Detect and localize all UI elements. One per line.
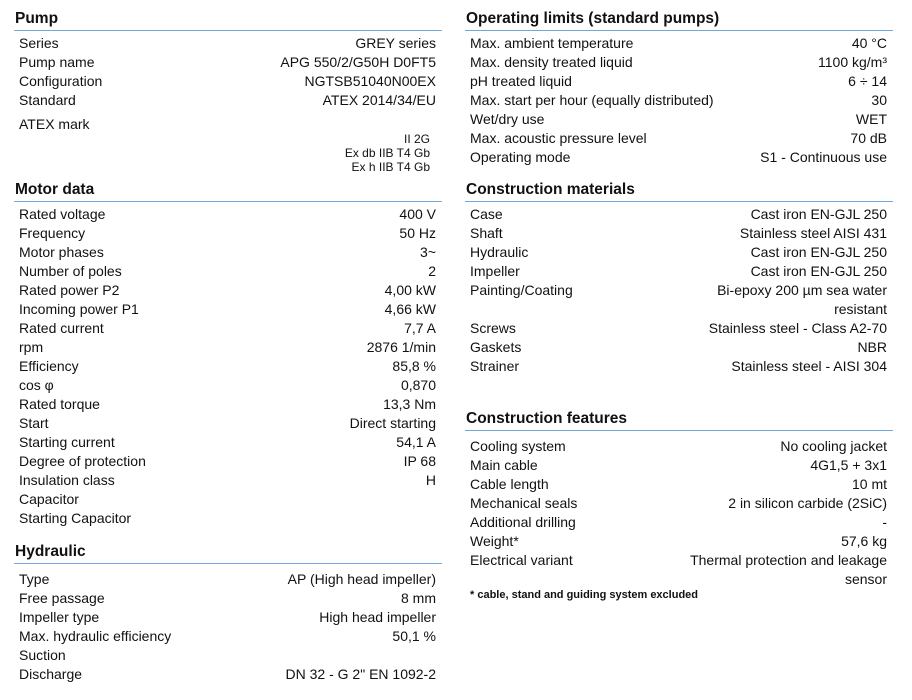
materials-row	[465, 338, 893, 357]
hydraulic-row-value: AP (High head impeller)	[287, 571, 436, 587]
hydraulic-row	[14, 570, 442, 589]
motor-row-label: Rated voltage	[19, 206, 106, 222]
motor-row-label: cos φ	[19, 377, 54, 393]
motor-row	[14, 243, 442, 262]
features-row	[465, 437, 893, 456]
motor-row	[14, 414, 442, 433]
limits-row	[465, 53, 893, 72]
atex-mark-line: Ex h IIB T4 Gb	[351, 160, 430, 174]
motor-row	[14, 357, 442, 376]
features-row	[465, 551, 893, 589]
motor-row-value: 2	[428, 263, 436, 279]
motor-row	[14, 433, 442, 452]
features-row-value: 10 mt	[851, 476, 887, 492]
hydraulic-row-label: Discharge	[19, 666, 83, 682]
features-row-label: Additional drilling	[470, 514, 576, 530]
hydraulic-row	[14, 646, 442, 665]
motor-row-label: Insulation class	[19, 472, 115, 488]
features-row-value: 4G1,5 + 3x1	[810, 457, 887, 473]
motor-row-value: 13,3 Nm	[383, 396, 436, 412]
materials-section	[465, 179, 893, 376]
limits-row-value: 1100 kg/m³	[818, 54, 887, 70]
features-row-value: -	[882, 514, 887, 530]
motor-row	[14, 281, 442, 300]
hydraulic-row-value: 50,1 %	[392, 628, 436, 644]
materials-row-value: NBR	[857, 339, 887, 355]
motor-row-label: Rated power P2	[19, 282, 120, 298]
limits-row-label: Max. acoustic pressure level	[470, 130, 647, 146]
motor-row	[14, 395, 442, 414]
materials-row	[465, 357, 893, 376]
motor-row-label: Frequency	[19, 225, 86, 241]
features-section	[465, 408, 893, 601]
materials-row	[465, 319, 893, 338]
motor-row-label: Rated torque	[19, 396, 100, 412]
limits-row-label: Max. density treated liquid	[470, 54, 633, 70]
pump-row-label: Standard	[19, 92, 76, 108]
limits-row-value: 70 dB	[850, 130, 887, 146]
motor-row	[14, 319, 442, 338]
limits-row-label: pH treated liquid	[470, 73, 572, 89]
hydraulic-row-label: Max. hydraulic efficiency	[19, 628, 172, 644]
motor-row-value: 85,8 %	[392, 358, 436, 374]
hydraulic-section-title: Hydraulic	[14, 541, 442, 564]
motor-row-label: Capacitor	[19, 491, 79, 507]
motor-row-value: 4,66 kW	[384, 301, 436, 317]
pump-section	[14, 8, 442, 174]
pump-row-label: Series	[19, 35, 59, 51]
pump-row	[14, 53, 442, 72]
features-row-value: 57,6 kg	[841, 533, 887, 549]
pump-row-value: ATEX 2014/34/EU	[322, 92, 436, 108]
hydraulic-row-label: Suction	[19, 647, 66, 663]
features-footnote: * cable, stand and guiding system excluded	[470, 589, 699, 601]
motor-row	[14, 376, 442, 395]
pump-row-value: GREY series	[355, 35, 436, 51]
pump-row-label: Pump name	[19, 54, 95, 70]
atex-mark-values	[14, 132, 442, 174]
materials-row-label: Impeller	[470, 263, 520, 279]
atex-mark-label: ATEX mark	[19, 116, 90, 132]
limits-row-value: S1 - Continuous use	[760, 149, 887, 165]
motor-row-value: Direct starting	[349, 415, 436, 431]
materials-row-value: Stainless steel - AISI 304	[731, 358, 887, 374]
features-row-value: No cooling jacket	[780, 438, 887, 454]
motor-row-value: 7,7 A	[404, 320, 436, 336]
motor-row-label: Starting current	[19, 434, 115, 450]
features-row-label: Weight*	[470, 533, 519, 549]
limits-row	[465, 91, 893, 110]
features-row-label: Cooling system	[470, 438, 566, 454]
motor-row	[14, 224, 442, 243]
materials-row-label: Screws	[470, 320, 516, 336]
motor-row-value: 3~	[420, 244, 436, 260]
features-row-label: Cable length	[470, 476, 549, 492]
limits-rows	[465, 31, 893, 167]
motor-row	[14, 338, 442, 357]
motor-row-value: 0,870	[400, 377, 436, 393]
motor-row-label: Efficiency	[19, 358, 79, 374]
materials-row-value: Bi-epoxy 200 µm sea water resistant	[717, 282, 887, 317]
limits-row-label: Max. start per hour (equally distributed)	[470, 92, 714, 108]
motor-row	[14, 452, 442, 471]
pump-row	[14, 34, 442, 53]
materials-section-title: Construction materials	[465, 179, 893, 202]
materials-row-value: Cast iron EN-GJL 250	[750, 263, 887, 279]
materials-row	[465, 224, 893, 243]
features-row	[465, 494, 893, 513]
motor-row-label: rpm	[19, 339, 44, 355]
hydraulic-rows	[14, 564, 442, 684]
motor-row-value: 54,1 A	[396, 434, 436, 450]
materials-row	[465, 281, 893, 319]
materials-row-label: Case	[470, 206, 503, 222]
motor-row	[14, 509, 442, 528]
features-row-label: Electrical variant	[470, 552, 573, 568]
motor-section	[14, 179, 442, 528]
materials-row-label: Shaft	[470, 225, 503, 241]
atex-mark-line: II 2G	[403, 132, 430, 146]
hydraulic-row-label: Impeller type	[19, 609, 100, 625]
materials-rows	[465, 202, 893, 376]
limits-row-value: 30	[871, 92, 887, 108]
materials-row-value: Cast iron EN-GJL 250	[750, 206, 887, 222]
features-row	[465, 532, 893, 551]
materials-row	[465, 205, 893, 224]
materials-row	[465, 262, 893, 281]
limits-row	[465, 129, 893, 148]
hydraulic-row	[14, 608, 442, 627]
motor-row	[14, 205, 442, 224]
hydraulic-row-label: Type	[19, 571, 50, 587]
features-row	[465, 456, 893, 475]
materials-row-value: Cast iron EN-GJL 250	[750, 244, 887, 260]
motor-row-label: Degree of protection	[19, 453, 146, 469]
motor-row-label: Number of poles	[19, 263, 122, 279]
materials-row-value: Stainless steel AISI 431	[739, 225, 887, 241]
hydraulic-row-value: DN 32 - G 2" EN 1092-2	[285, 666, 436, 682]
limits-row-value: 40 °C	[851, 35, 887, 51]
hydraulic-row	[14, 627, 442, 646]
pump-section-title: Pump	[14, 8, 442, 31]
pump-row-value: NGTSB51040N00EX	[304, 73, 436, 89]
atex-mark-line: Ex db IIB T4 Gb	[344, 146, 430, 160]
limits-row	[465, 72, 893, 91]
limits-section-title: Operating limits (standard pumps)	[465, 8, 893, 31]
materials-row-label: Strainer	[470, 358, 520, 374]
materials-row-label: Painting/Coating	[470, 282, 573, 298]
features-row	[465, 513, 893, 532]
pump-row	[14, 91, 442, 110]
materials-row-label: Gaskets	[470, 339, 522, 355]
materials-row-value: Stainless steel - Class A2-70	[708, 320, 887, 336]
features-section-title: Construction features	[465, 408, 893, 431]
limits-row	[465, 34, 893, 53]
motor-row	[14, 471, 442, 490]
motor-row-value: 400 V	[399, 206, 436, 222]
features-row-label: Mechanical seals	[470, 495, 578, 511]
hydraulic-row	[14, 589, 442, 608]
motor-row-value: 2876 1/min	[366, 339, 436, 355]
motor-row	[14, 300, 442, 319]
motor-section-title: Motor data	[14, 179, 442, 202]
limits-row-label: Wet/dry use	[470, 111, 545, 127]
limits-row-value: WET	[855, 111, 887, 127]
features-row	[465, 475, 893, 494]
motor-rows	[14, 202, 442, 528]
motor-row-label: Motor phases	[19, 244, 104, 260]
motor-row-label: Start	[19, 415, 49, 431]
hydraulic-row	[14, 665, 442, 684]
materials-row-label: Hydraulic	[470, 244, 529, 260]
limits-row-value: 6 ÷ 14	[848, 73, 887, 89]
motor-row-label: Starting Capacitor	[19, 510, 132, 526]
motor-row-label: Incoming power P1	[19, 301, 139, 317]
features-row-label: Main cable	[470, 457, 538, 473]
pump-rows	[14, 31, 442, 110]
features-row-value: Thermal protection and leakage sensor	[690, 552, 887, 587]
motor-row-label: Rated current	[19, 320, 104, 336]
limits-row-label: Max. ambient temperature	[470, 35, 634, 51]
limits-section	[465, 8, 893, 167]
hydraulic-row-value: High head impeller	[319, 609, 436, 625]
pump-row-label: Configuration	[19, 73, 103, 89]
motor-row-value: H	[425, 472, 436, 488]
motor-row	[14, 262, 442, 281]
hydraulic-section	[14, 541, 442, 684]
features-row-value: 2 in silicon carbide (2SiC)	[728, 495, 887, 511]
motor-row-value: IP 68	[403, 453, 436, 469]
hydraulic-row-value: 8 mm	[401, 590, 436, 606]
pump-row	[14, 72, 442, 91]
limits-row	[465, 148, 893, 167]
materials-row	[465, 243, 893, 262]
features-rows	[465, 431, 893, 589]
limits-row	[465, 110, 893, 129]
motor-row-value: 4,00 kW	[384, 282, 436, 298]
motor-row-value: 50 Hz	[399, 225, 436, 241]
limits-row-label: Operating mode	[470, 149, 571, 165]
hydraulic-row-label: Free passage	[19, 590, 105, 606]
motor-row	[14, 490, 442, 509]
pump-row-value: APG 550/2/G50H D0FT5	[280, 54, 436, 70]
